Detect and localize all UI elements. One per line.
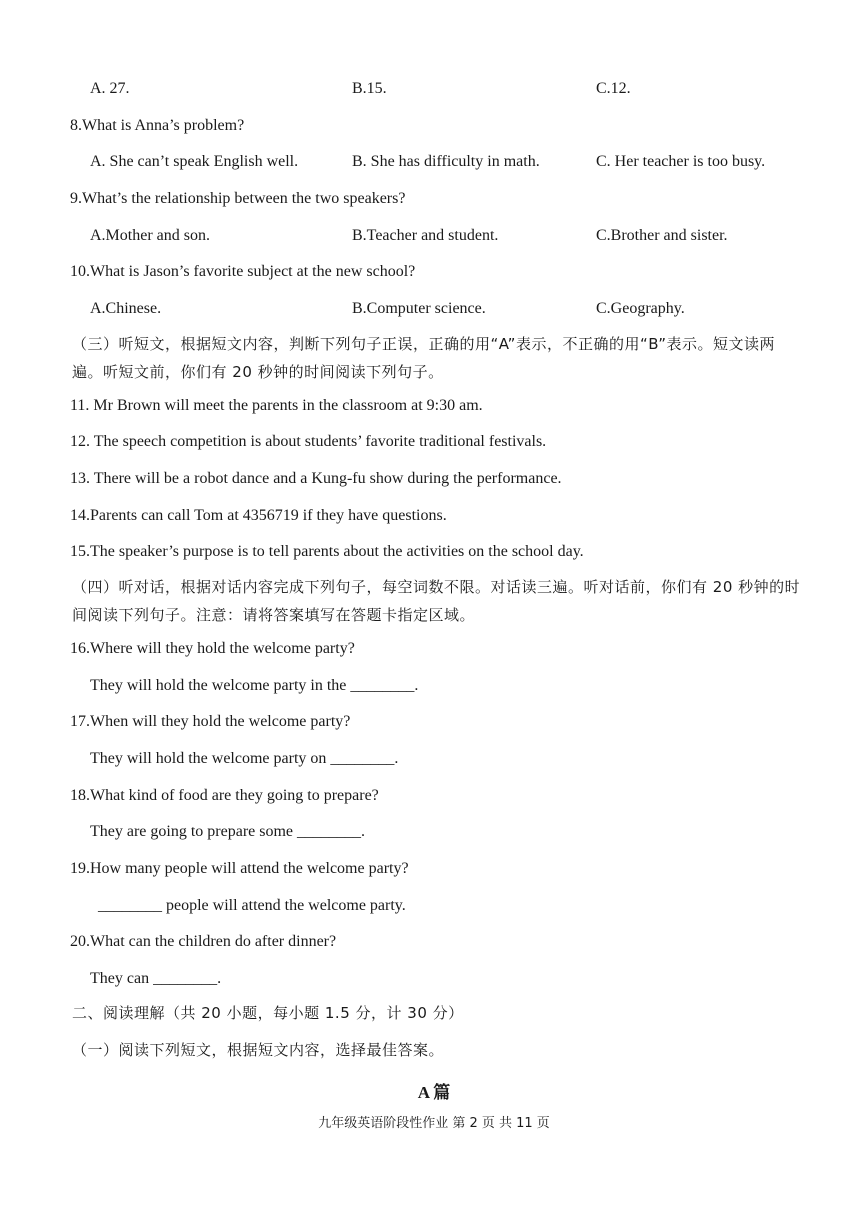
q10-option-b: B.Computer science.: [352, 300, 486, 317]
q17-question: 17.When will they hold the welcome party?: [70, 713, 351, 730]
q8-question: 8.What is Anna’s problem?: [70, 117, 245, 134]
q9-option-c: C.Brother and sister.: [596, 227, 728, 244]
part3-instructions: （三）听短文，根据短文内容，判断下列句子正误，正确的用“A”表示，不正确的用“B”表示。短文读两遍。听短文前，你们有 20 秒钟的时间阅读下列句子。: [72, 335, 775, 381]
q8-option-a: A. She can’t speak English well.: [90, 153, 299, 170]
q10-question: 10.What is Jason’s favorite subject at the new school?: [70, 263, 416, 280]
q7-option-a: A. 27.: [90, 80, 130, 97]
q16-answer-blank: They will hold the welcome party in the ________.: [90, 677, 419, 694]
q17-answer-blank: They will hold the welcome party on ________.: [90, 750, 399, 767]
q8-option-c: C. Her teacher is too busy.: [596, 153, 766, 170]
q8-option-b: B. She has difficulty in math.: [352, 153, 540, 170]
statement-15: 15.The speaker’s purpose is to tell parents about the activities on the school day.: [70, 543, 584, 560]
page-footer: 九年级英语阶段性作业 第 2 页 共 11 页: [318, 1116, 550, 1131]
q10-option-a: A.Chinese.: [90, 300, 162, 317]
q7-option-c: C.12.: [596, 80, 631, 97]
q19-answer-blank: ________ people will attend the welcome party.: [98, 897, 406, 914]
q10-option-c: C.Geography.: [596, 300, 685, 317]
part4-instructions: （四）听对话，根据对话内容完成下列句子，每空词数不限。对话读三遍。听对话前，你们有 20 秒钟的时间阅读下列句子。注意：请将答案填写在答题卡指定区域。: [72, 578, 801, 624]
statement-12: 12. The speech competition is about students’ favorite traditional festivals.: [70, 433, 547, 450]
statement-14: 14.Parents can call Tom at 4356719 if they have questions.: [70, 507, 447, 524]
q9-question: 9.What’s the relationship between the two speakers?: [70, 190, 406, 207]
section2-subtitle: （一）阅读下列短文，根据短文内容，选择最佳答案。: [72, 1041, 445, 1059]
q7-option-b: B.15.: [352, 80, 387, 97]
section2-title: 二、阅读理解（共 20 小题，每小题 1.5 分，计 30 分）: [72, 1004, 464, 1022]
q18-answer-blank: They are going to prepare some ________.: [90, 823, 366, 840]
q9-option-b: B.Teacher and student.: [352, 227, 499, 244]
statement-13: 13. There will be a robot dance and a Kung-fu show during the performance.: [70, 470, 562, 487]
q20-answer-blank: They can ________.: [90, 970, 222, 987]
passage-title: A 篇: [417, 1083, 451, 1102]
q16-question: 16.Where will they hold the welcome party?: [70, 640, 355, 657]
statement-11: 11. Mr Brown will meet the parents in the classroom at 9:30 am.: [70, 397, 483, 414]
q19-question: 19.How many people will attend the welcome party?: [70, 860, 409, 877]
q20-question: 20.What can the children do after dinner?: [70, 933, 337, 950]
q18-question: 18.What kind of food are they going to prepare?: [70, 787, 379, 804]
q9-option-a: A.Mother and son.: [90, 227, 210, 244]
